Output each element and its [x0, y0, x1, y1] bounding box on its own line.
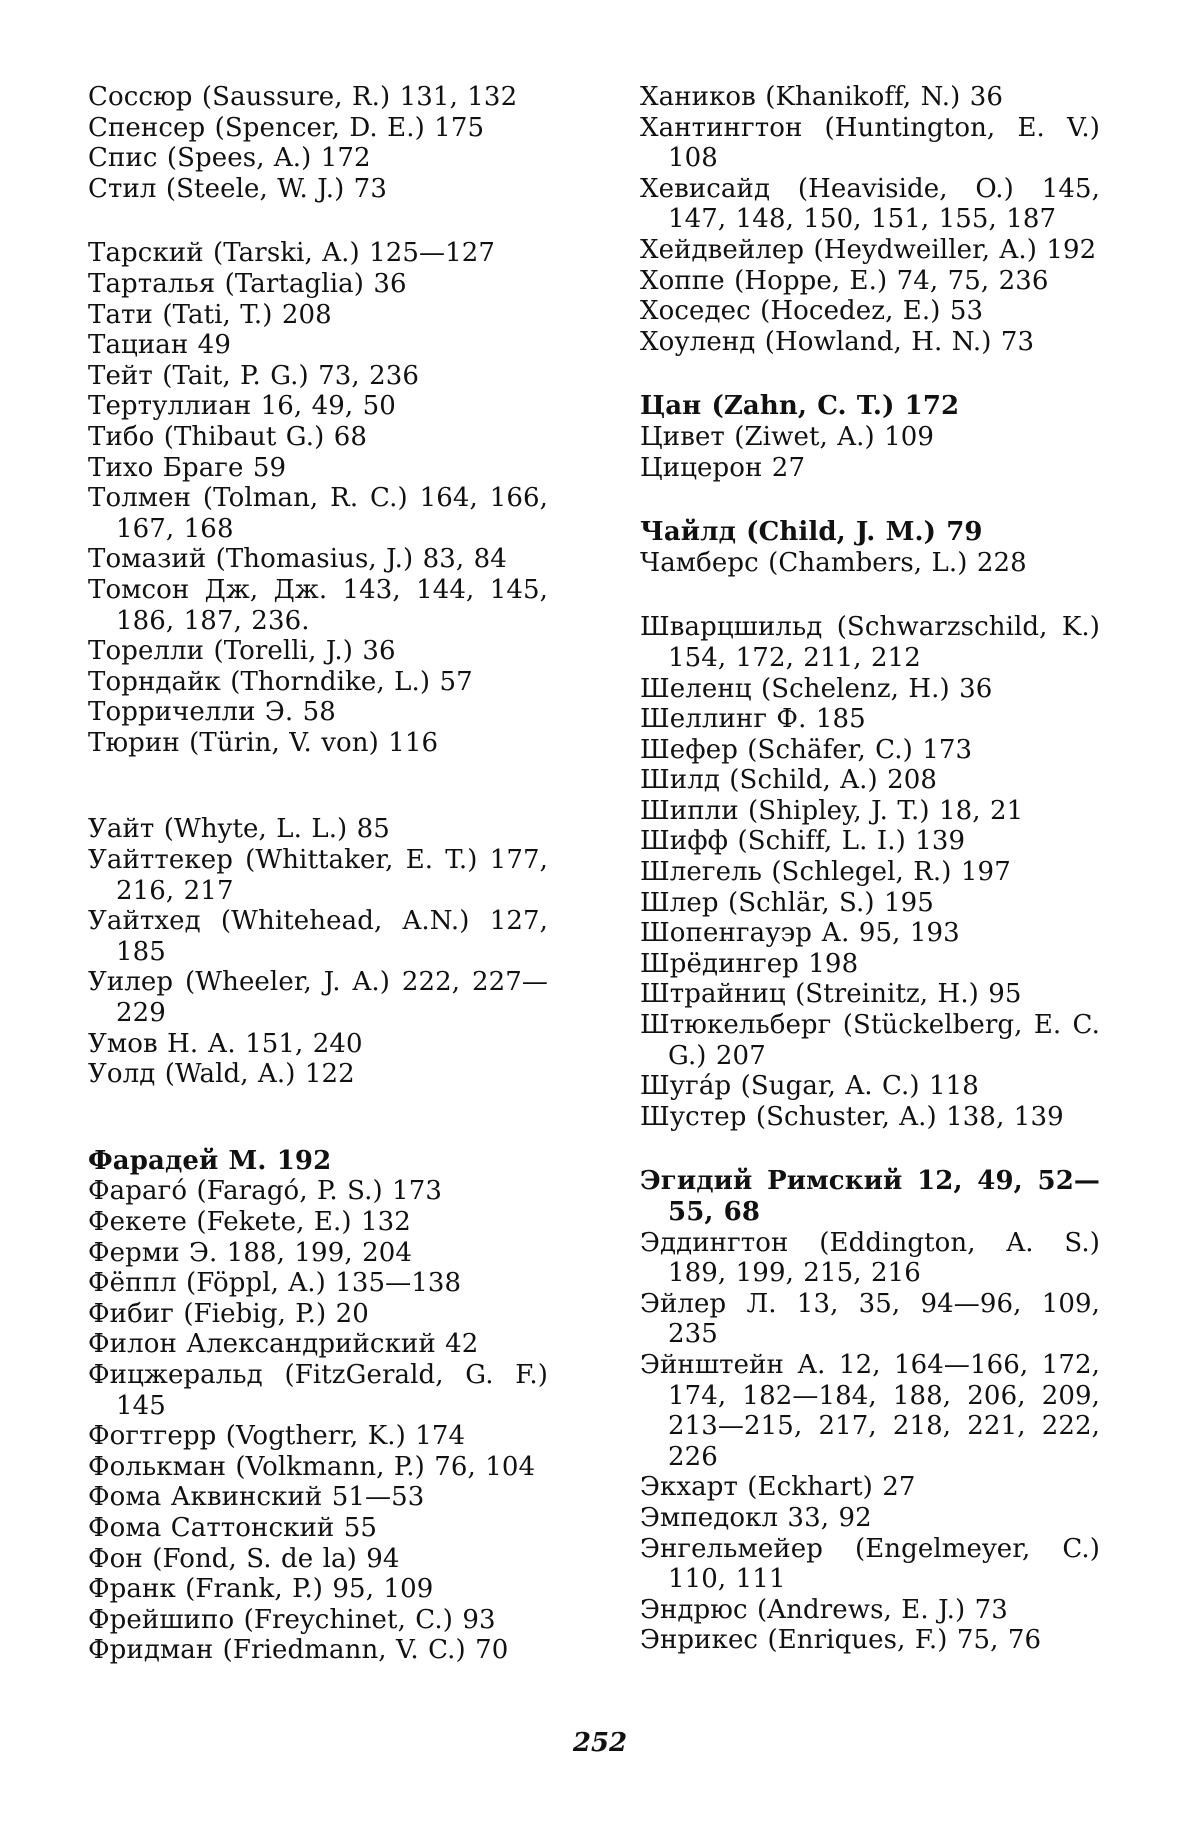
- index-entry: Фон (Fond, S. de la) 94: [88, 1543, 400, 1574]
- index-entry: Штюкельберг (Stückelberg, E. C. G.) 207: [640, 1010, 1100, 1071]
- index-entry: Хаников (Khanikoff, N.) 36: [640, 82, 1004, 112]
- index-entry: Умов Н. А. 151, 240: [88, 1028, 363, 1059]
- index-column-left: [88, 82, 548, 1666]
- index-entry: Фолькман (Volkmann, P.) 76, 104: [88, 1451, 536, 1482]
- index-entry: Фрейшипо (Freychinet, C.) 93: [88, 1604, 496, 1635]
- section-gap: [640, 1132, 1100, 1166]
- index-letter-group: [88, 1146, 548, 1666]
- index-entry: Фицжеральд (FitzGerald, G. F.) 145: [88, 1359, 548, 1421]
- index-entry: Торндайк (Thorndike, L.) 57: [88, 666, 473, 697]
- index-entry: Уайт (Whyte, L. L.) 85: [88, 814, 390, 845]
- index-entry: Фома Аквинский 51—53: [88, 1482, 425, 1513]
- index-entry: Фарадей М. 192: [88, 1145, 332, 1176]
- index-entry: Цивет (Ziwet, A.) 109: [640, 421, 934, 452]
- index-entry: Цицерон 27: [640, 452, 806, 483]
- index-entry: Уайтхед (Whitehead, A.N.) 127, 185: [88, 906, 548, 967]
- index-entry: Фома Саттонский 55: [88, 1512, 377, 1543]
- index-entry: Уолд (Wald, A.) 122: [88, 1059, 355, 1090]
- index-entry: Толмен (Tolman, R. C.) 164, 166, 167, 168: [88, 483, 548, 544]
- index-entry: Тациан 49: [88, 330, 231, 361]
- index-entry: Шопенгауэр А. 95, 193: [640, 918, 960, 949]
- index-letter-group: [640, 517, 1100, 578]
- index-entry: Эгидий Римский 12, 49, 52—55, 68: [640, 1166, 1100, 1227]
- index-entry: Энрикес (Enriques, F.) 75, 76: [640, 1625, 1042, 1656]
- index-entry: Франк (Frank, P.) 95, 109: [88, 1574, 434, 1605]
- index-entry: Чайлд (Child, J. M.) 79: [640, 517, 983, 548]
- index-entry: Тихо Браге 59: [88, 452, 287, 483]
- index-entry: Тейт (Tait, P. G.) 73, 236: [88, 360, 420, 391]
- index-entry: Эмпедокл 33, 92: [640, 1502, 872, 1533]
- index-entry: Цан (Zahn, C. T.) 172: [640, 391, 960, 422]
- index-entry: Фёппл (Föppl, A.) 135—138: [88, 1268, 462, 1299]
- section-gap: [640, 357, 1100, 391]
- index-entry: Филон Александрийский 42: [88, 1329, 479, 1360]
- index-entry: Тарталья (Tartaglia) 36: [88, 268, 407, 299]
- index-entry: Шифф (Schiff, L. I.) 139: [640, 826, 966, 857]
- index-letter-group: [640, 391, 1100, 483]
- index-entry: Соссюр (Saussure, R.) 131, 132: [88, 82, 518, 112]
- index-entry: Шуга́р (Sugar, A. C.) 118: [640, 1071, 979, 1102]
- index-entry: Чамберс (Chambers, L.) 228: [640, 547, 1027, 578]
- index-entry: Шипли (Shipley, J. T.) 18, 21: [640, 795, 1024, 826]
- index-entry: Спенсер (Spencer, D. E.) 175: [88, 112, 485, 143]
- index-entry: Энгельмейер (Engelmeyer, C.) 110, 111: [640, 1533, 1100, 1595]
- index-entry: Тибо (Thibaut G.) 68: [88, 421, 367, 452]
- index-entry: Хантингтон (Huntington, E. V.) 108: [640, 112, 1100, 174]
- index-entry: Экхарт (Eckhart) 27: [640, 1472, 916, 1503]
- index-entry: Хоппе (Hoppe, E.) 74, 75, 236: [640, 265, 1049, 296]
- index-column-right: [640, 82, 1100, 1656]
- index-letter-group: [88, 238, 548, 758]
- index-letter-group: [88, 814, 548, 1089]
- index-entry: Фогтгерр (Vogtherr, K.) 174: [88, 1421, 466, 1452]
- index-entry: Спис (Spees, A.) 172: [88, 143, 371, 174]
- index-entry: Стил (Steele, W. J.) 73: [88, 173, 387, 204]
- index-entry: Хейдвейлер (Heydweiller, A.) 192: [640, 234, 1097, 265]
- index-entry: Уайттекер (Whittaker, E. T.) 177, 216, 217: [88, 845, 548, 906]
- index-entry: Эйнштейн А. 12, 164—166, 172, 174, 182—184, 188, 206, 209, 213—215, 217, 218, 221, 222, 226: [640, 1349, 1100, 1472]
- index-entry: Уилер (Wheeler, J. A.) 222, 227—229: [88, 967, 548, 1029]
- index-entry: Хоуленд (Howland, H. N.) 73: [640, 326, 1035, 357]
- index-entry: Тарский (Tarski, A.) 125—127: [88, 238, 496, 269]
- index-entry: Фридман (Friedmann, V. C.) 70: [88, 1635, 509, 1666]
- index-letter-group: [640, 1166, 1100, 1656]
- index-entry: Эндрюс (Andrews, E. J.) 73: [640, 1594, 1008, 1625]
- section-gap: [88, 1090, 548, 1146]
- index-letter-group: [640, 82, 1100, 357]
- index-entry: Штрайниц (Streinitz, H.) 95: [640, 979, 1022, 1010]
- section-gap: [640, 578, 1100, 612]
- section-gap: [640, 483, 1100, 517]
- index-entry: Томазий (Thomasius, J.) 83, 84: [88, 544, 507, 575]
- index-entry: Торелли (Torelli, J.) 36: [88, 636, 396, 667]
- index-entry: Шлегель (Schlegel, R.) 197: [640, 857, 1011, 888]
- index-entry: Шварцшильд (Schwarzschild, K.) 154, 172, 211, 212: [640, 612, 1100, 673]
- index-entry: Тюрин (Türin, V. von) 116: [88, 727, 439, 758]
- index-entry: Шеленц (Schelenz, H.) 36: [640, 673, 993, 704]
- index-entry: Фекете (Fekete, E.) 132: [88, 1207, 411, 1237]
- index-entry: Томсон Дж, Дж. 143, 144, 145, 186, 187, 236.: [88, 574, 548, 636]
- page-number: 252: [572, 1728, 628, 1758]
- index-entry: Тертуллиан 16, 49, 50: [88, 391, 396, 422]
- index-entry: Тати (Tati, T.) 208: [88, 299, 332, 330]
- index-entry: Фараго́ (Faragó, P. S.) 173: [88, 1176, 442, 1207]
- index-entry: Фибиг (Fiebig, P.) 20: [88, 1298, 369, 1329]
- index-entry: Шефер (Schäfer, C.) 173: [640, 734, 973, 765]
- index-entry: Хоседес (Hocedez, E.) 53: [640, 296, 984, 327]
- section-gap: [88, 758, 548, 814]
- index-letter-group: [640, 612, 1100, 1132]
- index-entry: Шилд (Schild, A.) 208: [640, 765, 938, 796]
- index-letter-group: [88, 82, 548, 204]
- index-entry: Торричелли Э. 58: [88, 697, 336, 728]
- section-gap: [88, 204, 548, 238]
- index-entry: Шлер (Schlär, S.) 195: [640, 887, 934, 918]
- index-entry: Эддингтон (Eddington, A. S.) 189, 199, 215, 216: [640, 1227, 1100, 1289]
- index-entry: Ферми Э. 188, 199, 204: [88, 1237, 412, 1268]
- index-entry: Шеллинг Ф. 185: [640, 704, 866, 735]
- index-entry: Хевисайд (Heaviside, O.) 145, 147, 148, 150, 151, 155, 187: [640, 173, 1100, 235]
- index-entry: Эйлер Л. 13, 35, 94—96, 109, 235: [640, 1288, 1100, 1350]
- index-entry: Шрёдингер 198: [640, 948, 859, 979]
- index-entry: Шустер (Schuster, A.) 138, 139: [640, 1101, 1064, 1132]
